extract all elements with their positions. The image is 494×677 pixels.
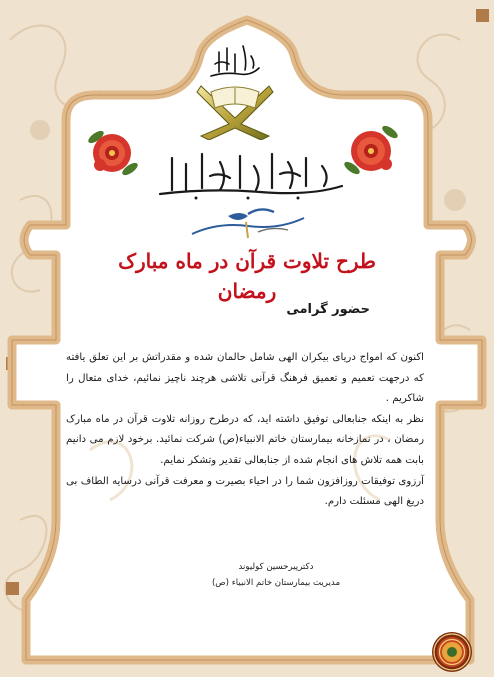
salutation: حضور گرامی bbox=[286, 302, 370, 317]
body-paragraph: آرزوی توفیقات روزافزون شما را در احیاء بصیرت و معرفت قرآنی درسایه الطاف بی دریغ الهی مسئلت دارم. bbox=[66, 475, 424, 508]
signatory-name: دکترپیرحسین کولیوند bbox=[238, 562, 314, 572]
quran-stand-icon bbox=[195, 78, 275, 140]
certificate-title: طرح تلاوت قرآن در ماه مبارک رمضان bbox=[118, 249, 376, 303]
ornament-seal-icon bbox=[430, 630, 474, 674]
verse-calligraphy bbox=[150, 148, 350, 203]
certificate-body bbox=[66, 348, 424, 513]
hospital-logo bbox=[188, 204, 308, 240]
signatory-role: مدیریت بیمارستان خاتم الانبیاء (ص) bbox=[211, 578, 341, 588]
body-paragraph: نظر به اینکه جنابعالی توفیق داشته اید، که درطرح روزانه تلاوت قرآن در ماه مبارک رمضان ، در نمازخانه بیمارستان خاتم الانبیاء(ص) شرکت نمائید. برخود لازم می دانیم بابت همه تلاش های انجام شده از جنابعالی تقدیر وتشکر نمایم. bbox=[66, 413, 424, 466]
body-paragraph: اکنون که امواج دریای بیکران الهی شامل حالمان شده و مقدراتش بر این تعلق یافته که درجهت تعمیم و تعمیق فرهنگ قرآنی تلاشی هرچند ناچیز نمائیم، خدای متعال را شاکریم . bbox=[66, 352, 424, 405]
red-flower-icon bbox=[82, 123, 142, 181]
